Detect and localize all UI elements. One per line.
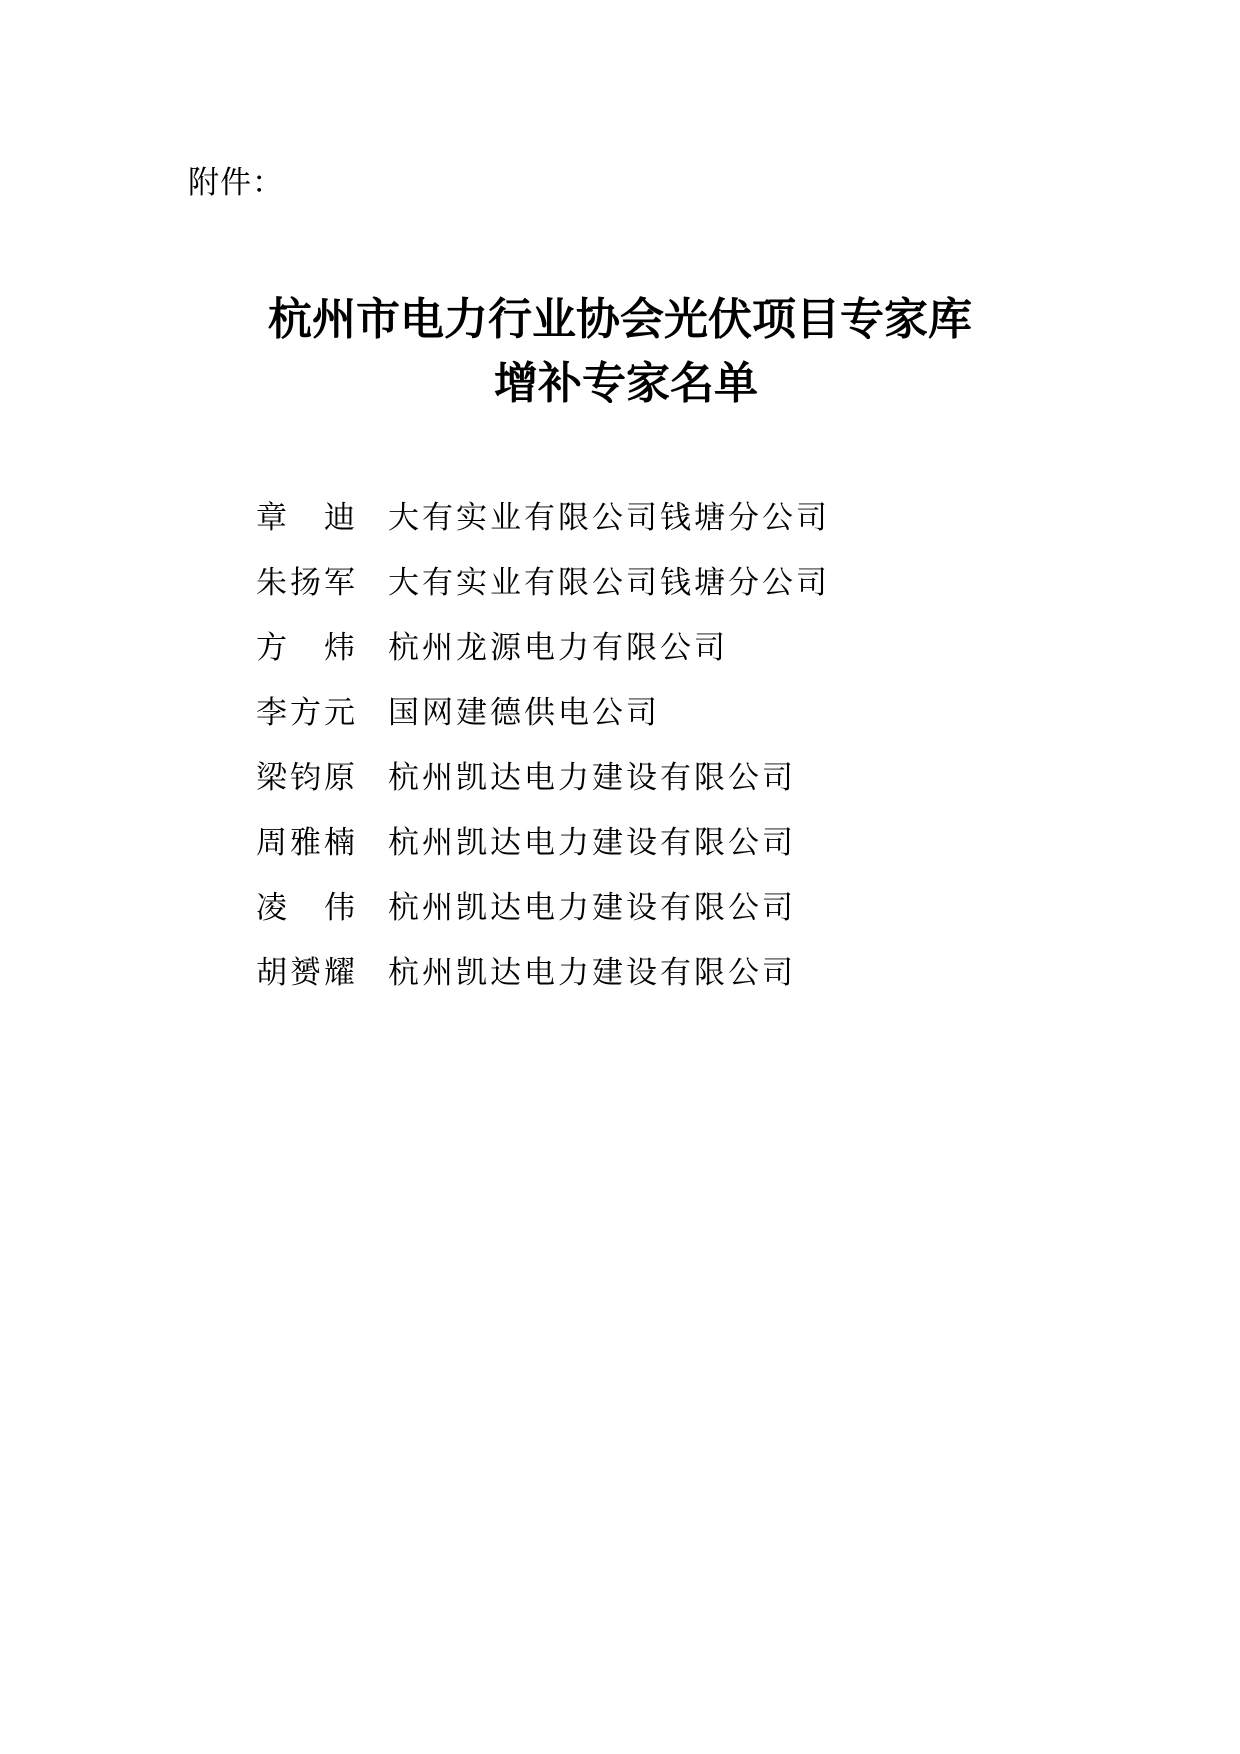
expert-name: 凌 伟: [256, 890, 358, 926]
expert-name: 李方元: [256, 695, 358, 731]
attachment-label: 附件：: [188, 165, 284, 201]
title-line-1: 杭州市电力行业协会光伏项目专家库: [268, 294, 972, 345]
expert-row: [256, 547, 1056, 612]
expert-name: 朱扬军: [256, 565, 358, 601]
expert-organization: 杭州凯达电力建设有限公司: [388, 825, 796, 861]
expert-row: [256, 677, 1056, 742]
expert-row: [256, 612, 1056, 677]
title-line-2: 增补专家名单: [494, 358, 758, 409]
expert-name: 梁钧原: [256, 760, 358, 796]
expert-name: 胡赟耀: [256, 955, 358, 991]
expert-row: [256, 482, 1056, 547]
expert-organization: 杭州龙源电力有限公司: [388, 630, 728, 666]
document-title: [0, 288, 1240, 416]
expert-organization: 大有实业有限公司钱塘分公司: [388, 565, 830, 601]
expert-organization: 杭州凯达电力建设有限公司: [388, 955, 796, 991]
expert-name: 方 炜: [256, 630, 358, 666]
expert-row: [256, 937, 1056, 1002]
expert-name: 章 迪: [256, 500, 358, 536]
expert-row: [256, 872, 1056, 937]
expert-list: [256, 482, 1056, 1002]
expert-row: [256, 807, 1056, 872]
expert-organization: 杭州凯达电力建设有限公司: [388, 760, 796, 796]
expert-organization: 杭州凯达电力建设有限公司: [388, 890, 796, 926]
expert-row: [256, 742, 1056, 807]
expert-organization: 国网建德供电公司: [388, 695, 660, 731]
expert-organization: 大有实业有限公司钱塘分公司: [388, 500, 830, 536]
expert-name: 周雅楠: [256, 825, 358, 861]
